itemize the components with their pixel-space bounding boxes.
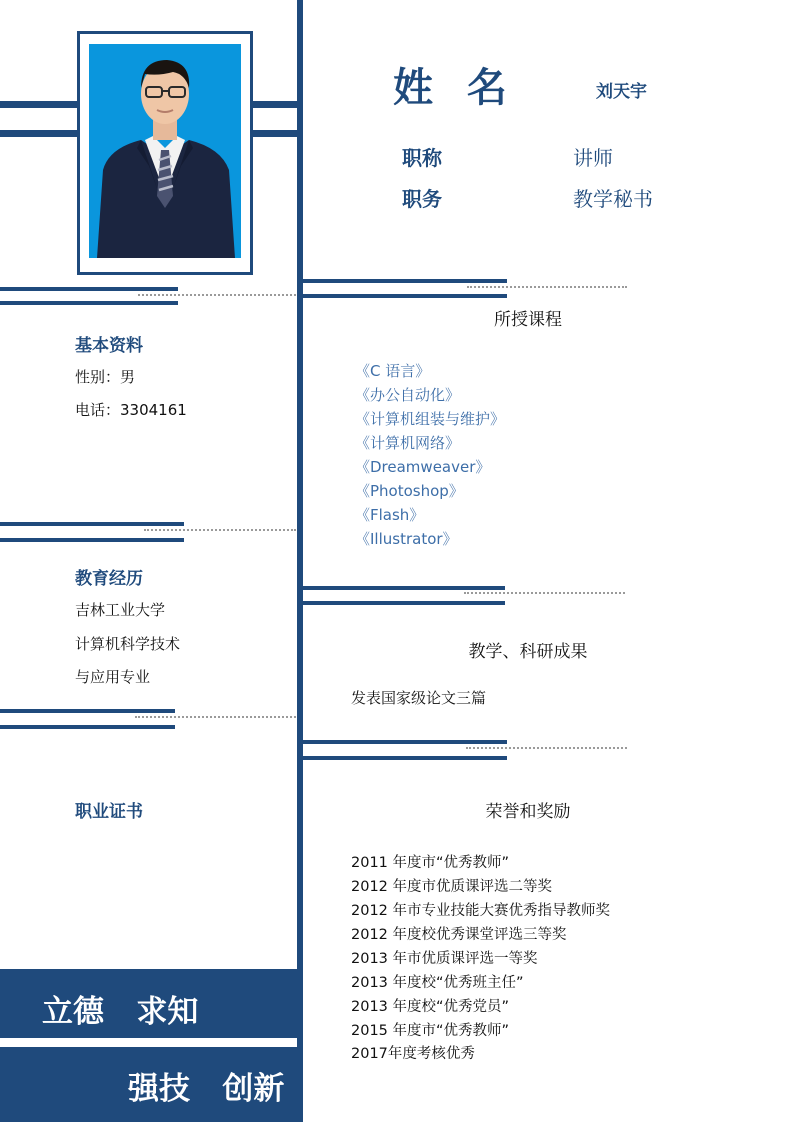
separator-dots — [144, 529, 296, 531]
separator-dots — [135, 716, 296, 718]
separator-dots — [467, 286, 627, 288]
separator-bar — [303, 586, 505, 590]
slogan-block-1 — [0, 969, 297, 1038]
separator-bar — [0, 287, 178, 291]
course-item: 《计算机组装与维护》 — [355, 410, 506, 428]
course-item: 《办公自动化》 — [355, 386, 461, 404]
honors-heading: 荣誉和奖励 — [485, 802, 571, 822]
education-line: 与应用专业 — [75, 668, 151, 686]
vertical-divider — [297, 0, 303, 1122]
honor-item: 2013 年度校“优秀党员” — [351, 999, 510, 1015]
slogan-line-2: 强技 创新 — [128, 1071, 285, 1107]
education-heading: 教育经历 — [75, 569, 143, 589]
phone-text: 电话：3304161 — [75, 401, 187, 419]
honor-item: 2011 年度市“优秀教师” — [351, 855, 510, 871]
avatar — [89, 44, 241, 258]
separator-dots — [466, 747, 627, 749]
decor-bar — [253, 101, 297, 108]
course-item: 《Dreamweaver》 — [355, 458, 491, 476]
slogan-block-2 — [0, 1047, 303, 1122]
course-item: 《Illustrator》 — [355, 530, 458, 548]
honor-item: 2013 年度校“优秀班主任” — [351, 975, 524, 991]
separator-bar — [0, 725, 175, 729]
separator-bar — [303, 279, 507, 283]
honor-item: 2012 年度校优秀课堂评选三等奖 — [351, 927, 567, 943]
research-item: 发表国家级论文三篇 — [351, 689, 487, 707]
separator-bar — [0, 301, 178, 305]
portrait-image — [89, 44, 241, 258]
decor-bar — [0, 101, 77, 108]
honor-item: 2012 年度市优质课评选二等奖 — [351, 879, 553, 895]
courses-heading: 所授课程 — [494, 310, 562, 330]
separator-dots — [464, 592, 625, 594]
name-label: 姓 名 — [393, 65, 509, 111]
education-line: 吉林工业大学 — [75, 601, 166, 619]
title-value: 讲师 — [573, 146, 613, 170]
course-item: 《C 语言》 — [355, 362, 431, 380]
separator-bar — [0, 522, 184, 526]
basic-info-heading: 基本资料 — [75, 336, 143, 356]
slogan-line-1: 立德 求知 — [42, 994, 199, 1030]
separator-bar — [303, 294, 507, 298]
gender-text: 性别：男 — [75, 368, 136, 386]
certificates-heading: 职业证书 — [75, 802, 143, 822]
name-value: 刘天宇 — [596, 82, 647, 102]
honor-item: 2017年度考核优秀 — [351, 1046, 475, 1062]
position-value: 教学秘书 — [573, 187, 653, 211]
honor-item: 2012 年市专业技能大赛优秀指导教师奖 — [351, 903, 611, 919]
research-heading: 教学、科研成果 — [468, 642, 588, 662]
title-label: 职称 — [402, 146, 442, 170]
separator-dots — [138, 294, 296, 296]
education-line: 计算机科学技术 — [75, 635, 181, 653]
course-item: 《计算机网络》 — [355, 434, 461, 452]
course-item: 《Flash》 — [355, 506, 425, 524]
separator-bar — [303, 756, 507, 760]
separator-bar — [303, 740, 507, 744]
course-item: 《Photoshop》 — [355, 482, 464, 500]
separator-bar — [0, 709, 175, 713]
honor-item: 2015 年度市“优秀教师” — [351, 1023, 510, 1039]
decor-bar — [0, 130, 77, 137]
position-label: 职务 — [402, 187, 442, 211]
honor-item: 2013 年市优质课评选一等奖 — [351, 951, 538, 967]
separator-bar — [0, 538, 184, 542]
separator-bar — [303, 601, 505, 605]
decor-bar — [253, 130, 297, 137]
